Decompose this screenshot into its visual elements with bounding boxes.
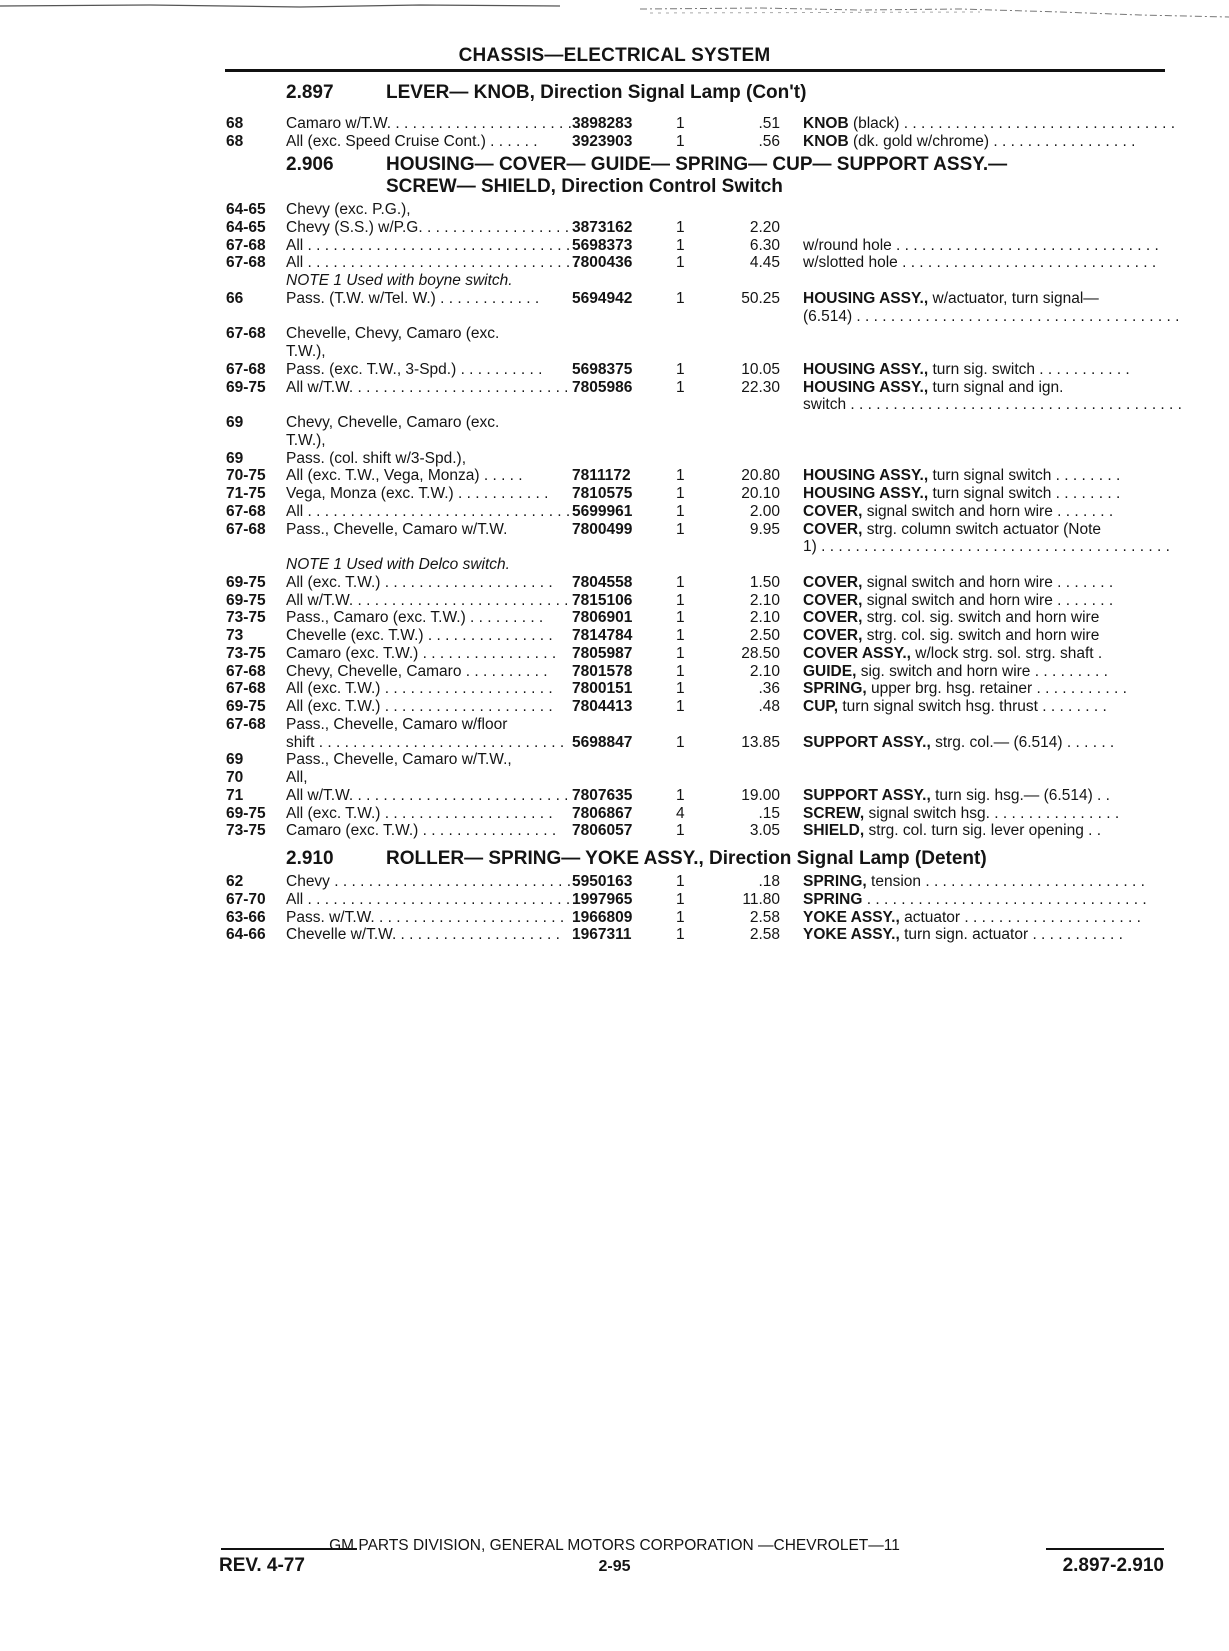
- row-part-name: HOUSING ASSY.,: [803, 467, 929, 485]
- row-application: All w/T.W. . . . . . . . . . . . . . . . . . . . . . . . . .: [286, 591, 569, 609]
- row-description-text: w/slotted hole . . . . . . . . . . . . . . . . . . . . . . . . . . . . . .: [803, 254, 1157, 272]
- row-price: 2.10: [749, 662, 780, 680]
- row-price: 2.10: [749, 609, 780, 627]
- row-year: 73-75: [226, 609, 266, 627]
- row-application: Chevy, Chevelle, Camaro . . . . . . . . . .: [286, 662, 548, 680]
- row-description-text: 1) . . . . . . . . . . . . . . . . . . . . . . . . . . . . . . . . . . . . . . . . .: [803, 538, 1170, 556]
- row-quantity: 1: [676, 502, 685, 520]
- row-description: [803, 307, 1180, 326]
- table-row: [0, 450, 1229, 468]
- row-quantity: 1: [676, 360, 685, 378]
- row-note: NOTE 1 Used with boyne switch.: [286, 272, 513, 289]
- row-application: Camaro w/T.W. . . . . . . . . . . . . . . . . . . . . . .: [286, 115, 581, 132]
- row-application: Pass., Chevelle, Camaro w/floor: [286, 715, 508, 733]
- row-part-number: 7804558: [572, 573, 633, 591]
- row-year: 69-75: [226, 804, 266, 822]
- table-row: [0, 485, 1229, 503]
- row-description: [803, 237, 1169, 255]
- row-price: 2.20: [749, 218, 780, 236]
- row-description-text: turn signal switch . . . . . . . .: [928, 485, 1121, 502]
- row-description: [803, 645, 1169, 663]
- table-row: [0, 325, 1229, 343]
- row-part-number: 7807635: [572, 786, 633, 804]
- row-year: 69: [226, 449, 244, 467]
- row-application: Pass. (col. shift w/3-Spd.),: [286, 449, 467, 467]
- table-row: [0, 503, 1229, 521]
- row-price: 20.80: [741, 467, 780, 485]
- row-part-name: GUIDE,: [803, 662, 857, 680]
- row-note: NOTE 1 Used with Delco switch.: [286, 556, 510, 573]
- row-year: 66: [226, 289, 244, 307]
- note-row: [0, 556, 1229, 574]
- row-application: T.W.),: [286, 431, 326, 449]
- row-description-text: upper brg. hsg. retainer . . . . . . . . . . .: [866, 680, 1127, 698]
- title-rule: [225, 69, 1165, 72]
- row-year: 63-66: [226, 908, 266, 926]
- row-part-name: HOUSING ASSY.,: [803, 360, 929, 378]
- table-row: [0, 805, 1229, 823]
- row-part-name: SPRING: [803, 890, 863, 908]
- row-quantity: 1: [676, 254, 685, 272]
- table-row: [0, 237, 1229, 255]
- row-year: 70: [226, 769, 244, 786]
- row-description-text: signal switch and horn wire . . . . . . .: [862, 502, 1114, 520]
- row-description: [803, 361, 1169, 379]
- row-year: 67-68: [226, 236, 266, 254]
- row-year: 69-75: [226, 591, 266, 609]
- row-description-text: (6.514) . . . . . . . . . . . . . . . . . . . . . . . . . . . . . . . . . . . . . .: [803, 307, 1180, 325]
- row-part-name: CUP,: [803, 698, 839, 715]
- row-price: 2.58: [749, 908, 780, 926]
- row-description-text: signal switch and horn wire . . . . . . .: [862, 591, 1114, 609]
- table-row: [0, 290, 1229, 308]
- row-quantity: 1: [676, 609, 685, 627]
- table-row: [0, 645, 1229, 663]
- row-year: 67-68: [226, 325, 266, 343]
- row-description-text: turn signal switch . . . . . . . .: [928, 467, 1121, 485]
- row-part-number: 5950163: [572, 873, 633, 890]
- row-part-name: KNOB: [803, 132, 849, 150]
- row-quantity: 1: [676, 236, 685, 254]
- table-row: [0, 432, 1229, 450]
- row-price: 2.50: [749, 627, 780, 644]
- row-year: 67-68: [226, 662, 266, 680]
- row-part-number: 5699961: [572, 502, 633, 520]
- row-description: [803, 627, 1169, 645]
- row-price: .56: [758, 132, 780, 150]
- row-part-number: 3898283: [572, 115, 633, 132]
- row-description-text: strg. col. sig. switch and horn wire: [862, 627, 1100, 644]
- row-description: [803, 609, 1169, 627]
- table-row: [0, 698, 1229, 716]
- row-year: 71-75: [226, 485, 266, 502]
- row-description-text: (dk. gold w/chrome) . . . . . . . . . . . . . . . . .: [848, 132, 1136, 150]
- row-quantity: 1: [676, 573, 685, 591]
- row-part-name: COVER ASSY.,: [803, 644, 911, 662]
- section-number: 2.910: [286, 848, 334, 869]
- row-description: [803, 592, 1169, 610]
- row-application: All . . . . . . . . . . . . . . . . . . . . . . . . . . . . . . . . .: [286, 502, 588, 520]
- row-part-name: COVER,: [803, 520, 863, 538]
- footer-page-number: 2-95: [598, 1558, 631, 1575]
- row-part-name: COVER,: [803, 609, 863, 627]
- section-title: LEVER— KNOB, Direction Signal Lamp (Con't): [386, 82, 807, 103]
- row-application: All (exc. T.W., Vega, Monza) . . . . .: [286, 467, 523, 485]
- row-year: 73-75: [226, 822, 266, 840]
- row-part-number: 7806057: [572, 822, 633, 840]
- table-row: [0, 787, 1229, 805]
- row-price: .36: [758, 680, 780, 698]
- table-row: [0, 751, 1229, 769]
- row-application: All (exc. T.W.) . . . . . . . . . . . . . . . . . . . .: [286, 680, 553, 698]
- row-year: 67-68: [226, 715, 266, 733]
- row-quantity: 1: [676, 520, 685, 538]
- row-part-number: 7804413: [572, 698, 633, 715]
- row-quantity: 1: [676, 591, 685, 609]
- row-price: 2.00: [749, 502, 780, 520]
- row-quantity: 1: [676, 926, 685, 944]
- row-part-number: 3873162: [572, 218, 633, 236]
- row-description-text: turn signal switch hsg. thrust . . . . . . . .: [838, 698, 1107, 715]
- row-description-text: signal switch and horn wire . . . . . . .: [862, 573, 1114, 591]
- table-row: [0, 891, 1229, 909]
- row-price: .15: [758, 804, 780, 822]
- row-price: 1.50: [749, 573, 780, 591]
- table-row: [0, 716, 1229, 734]
- row-description: [803, 926, 1169, 944]
- row-part-name: HOUSING ASSY.,: [803, 378, 929, 396]
- row-price: 2.58: [749, 926, 780, 944]
- row-application: Chevelle w/T.W. . . . . . . . . . . . . . . . . . . .: [286, 926, 560, 944]
- row-application: T.W.),: [286, 343, 326, 360]
- table-row: [0, 909, 1229, 927]
- row-quantity: 1: [676, 378, 685, 396]
- row-description-text: strg. col. sig. switch and horn wire: [862, 609, 1100, 627]
- row-part-name: YOKE ASSY.,: [803, 908, 900, 926]
- row-part-name: HOUSING ASSY.,: [803, 289, 929, 307]
- row-quantity: 1: [676, 698, 685, 715]
- row-quantity: 1: [676, 662, 685, 680]
- row-price: 3.05: [749, 822, 780, 840]
- row-description-text: (black) . . . . . . . . . . . . . . . . . . . . . . . . . . . . . . . .: [848, 115, 1176, 132]
- row-quantity: 1: [676, 115, 685, 132]
- row-price: 20.10: [741, 485, 780, 502]
- row-year: 69: [226, 414, 244, 431]
- row-part-name: SUPPORT ASSY.,: [803, 786, 931, 804]
- row-part-name: KNOB: [803, 115, 849, 132]
- row-year: 64-65: [226, 201, 266, 218]
- row-price: 6.30: [749, 236, 780, 254]
- section-title: ROLLER— SPRING— YOKE ASSY., Direction Signal Lamp (Detent): [386, 848, 987, 869]
- row-year: 67-68: [226, 520, 266, 538]
- row-application: All w/T.W. . . . . . . . . . . . . . . . . . . . . . . . . .: [286, 378, 569, 396]
- row-application: All (exc. Speed Cruise Cont.) . . . . . .: [286, 132, 538, 150]
- row-part-number: 7811172: [572, 467, 631, 485]
- table-row: [0, 873, 1229, 891]
- table-row: [0, 609, 1229, 627]
- row-year: 73-75: [226, 644, 266, 662]
- row-description: [803, 805, 1169, 823]
- row-price: 4.45: [749, 254, 780, 272]
- row-description: [803, 909, 1169, 927]
- row-description-text: w/actuator, turn signal—: [928, 289, 1099, 307]
- row-application: Camaro (exc. T.W.) . . . . . . . . . . . . . . . .: [286, 822, 557, 840]
- row-description: [803, 873, 1169, 891]
- row-quantity: 1: [676, 627, 685, 644]
- footer-group-range: 2.897-2.910: [1062, 1555, 1164, 1576]
- row-description-text: actuator . . . . . . . . . . . . . . . . . . . . .: [899, 908, 1141, 926]
- row-part-name: COVER,: [803, 627, 863, 644]
- row-description-text: turn signal and ign.: [928, 378, 1064, 396]
- row-year: 69: [226, 751, 244, 769]
- table-row: [0, 663, 1229, 681]
- table-row: [0, 521, 1229, 539]
- row-application: Pass. (T.W. w/Tel. W.) . . . . . . . . . . . .: [286, 289, 540, 307]
- row-part-number: 7800436: [572, 254, 633, 272]
- row-quantity: 1: [676, 680, 685, 698]
- section-number: 2.906: [286, 154, 334, 175]
- row-year: 67-68: [226, 360, 266, 378]
- row-price: 50.25: [741, 289, 780, 307]
- row-part-name: HOUSING ASSY.,: [803, 485, 929, 502]
- row-description-text: . . . . . . . . . . . . . . . . . . . . . . . . . . . . . . . . .: [862, 890, 1147, 908]
- row-application: Pass., Chevelle, Camaro w/T.W.: [286, 520, 508, 538]
- row-quantity: 1: [676, 644, 685, 662]
- row-part-name: SCREW,: [803, 804, 865, 822]
- table-row: [0, 361, 1229, 379]
- row-description: [803, 396, 1182, 414]
- row-application: Chevy, Chevelle, Camaro (exc.: [286, 414, 500, 431]
- table-row: [0, 680, 1229, 698]
- row-price: 11.80: [742, 890, 780, 908]
- row-description-text: strg. col. turn sig. lever opening . .: [864, 822, 1102, 840]
- row-description: [803, 734, 1169, 752]
- table-row: [0, 396, 1229, 414]
- note-row: [0, 272, 1229, 290]
- row-description-text: signal switch hsg. . . . . . . . . . . . . . . .: [864, 804, 1120, 822]
- row-application: All (exc. T.W.) . . . . . . . . . . . . . . . . . . . .: [286, 698, 553, 715]
- row-description-text: turn sign. actuator . . . . . . . . . . .: [899, 926, 1123, 944]
- row-year: 67-70: [226, 890, 266, 908]
- table-row: [0, 115, 1229, 133]
- table-row: [0, 538, 1229, 556]
- row-description: [803, 467, 1169, 485]
- row-description-text: w/lock strg. sol. strg. shaft .: [910, 644, 1103, 662]
- table-row: [0, 414, 1229, 432]
- row-part-name: SPRING,: [803, 680, 867, 698]
- row-part-number: 7805986: [572, 378, 633, 396]
- table-row: [0, 627, 1229, 645]
- row-year: 70-75: [226, 467, 266, 485]
- row-application: All . . . . . . . . . . . . . . . . . . . . . . . . . . . . . . . . .: [286, 236, 588, 254]
- row-part-number: 3923903: [572, 132, 633, 150]
- row-part-name: COVER,: [803, 573, 863, 591]
- row-year: 64-66: [226, 926, 266, 944]
- row-description: [803, 133, 1169, 151]
- row-description: [803, 680, 1169, 698]
- row-part-number: 1997965: [572, 890, 633, 908]
- row-part-number: 5698375: [572, 360, 633, 378]
- row-price: 10.05: [741, 360, 780, 378]
- row-quantity: 1: [676, 733, 685, 751]
- row-application: Pass. (exc. T.W., 3-Spd.) . . . . . . . . . .: [286, 360, 543, 378]
- row-part-number: 5698373: [572, 236, 633, 254]
- page-title: CHASSIS—ELECTRICAL SYSTEM: [458, 45, 771, 66]
- row-description: [803, 822, 1169, 840]
- scan-edge-artifact: [0, 0, 1229, 22]
- row-description-text: strg. column switch actuator (Note: [862, 520, 1102, 538]
- row-part-number: 5698847: [572, 733, 633, 751]
- row-price: .51: [758, 115, 780, 132]
- row-part-name: SPRING,: [803, 873, 867, 890]
- row-part-name: COVER,: [803, 502, 863, 520]
- row-year: 62: [226, 873, 244, 890]
- row-part-number: 1967311: [572, 926, 632, 944]
- row-year: 64-65: [226, 218, 266, 236]
- row-description: [803, 891, 1169, 909]
- row-quantity: 1: [676, 890, 685, 908]
- row-description: [803, 538, 1169, 556]
- row-price: 28.50: [741, 644, 780, 662]
- row-description: [803, 115, 1176, 133]
- row-price: 2.10: [749, 591, 780, 609]
- row-year: 67-68: [226, 502, 266, 520]
- row-quantity: 1: [676, 873, 685, 890]
- row-description: [803, 254, 1169, 272]
- row-price: 13.85: [741, 733, 780, 751]
- row-application: All . . . . . . . . . . . . . . . . . . . . . . . . . . . . . . . . .: [286, 890, 588, 908]
- table-row: [0, 308, 1229, 326]
- table-row: [0, 201, 1229, 219]
- row-application: Pass., Camaro (exc. T.W.) . . . . . . . . .: [286, 609, 544, 627]
- table-row: [0, 467, 1229, 485]
- row-application: Pass. w/T.W. . . . . . . . . . . . . . . . . . . . . . .: [286, 908, 565, 926]
- row-description: [803, 663, 1169, 681]
- row-part-number: 7806901: [572, 609, 633, 627]
- row-description-text: switch . . . . . . . . . . . . . . . . . . . . . . . . . . . . . . . . . . . . . . .: [803, 396, 1182, 414]
- row-price: 19.00: [741, 786, 780, 804]
- row-application: Chevelle (exc. T.W.) . . . . . . . . . . . . . . .: [286, 627, 553, 644]
- row-price: 22.30: [741, 378, 780, 396]
- row-application: All w/T.W. . . . . . . . . . . . . . . . . . . . . . . . . .: [286, 786, 569, 804]
- row-application: Chevy (S.S.) w/P.G. . . . . . . . . . . . . . . . . .: [286, 218, 570, 236]
- row-description-text: turn sig. hsg.— (6.514) . .: [930, 786, 1110, 804]
- row-part-name: COVER,: [803, 591, 863, 609]
- row-part-name: SHIELD,: [803, 822, 865, 840]
- row-description: [803, 485, 1169, 503]
- row-description: [803, 521, 1169, 539]
- table-row: [0, 734, 1229, 752]
- row-application: Camaro (exc. T.W.) . . . . . . . . . . . . . . . .: [286, 644, 557, 662]
- row-year: 69-75: [226, 573, 266, 591]
- section-title: HOUSING— COVER— GUIDE— SPRING— CUP— SUPPORT ASSY.—: [386, 154, 1008, 175]
- row-quantity: 1: [676, 908, 685, 926]
- row-application: Chevy (exc. P.G.),: [286, 201, 411, 218]
- row-application: All (exc. T.W.) . . . . . . . . . . . . . . . . . . . .: [286, 804, 553, 822]
- row-quantity: 1: [676, 485, 685, 502]
- row-year: 68: [226, 132, 244, 150]
- row-price: .18: [758, 873, 780, 890]
- row-price: .48: [758, 698, 780, 715]
- table-row: [0, 822, 1229, 840]
- table-row: [0, 379, 1229, 397]
- footer-publisher: GM PARTS DIVISION, GENERAL MOTORS CORPORATION —CHEVROLET—11: [329, 1537, 900, 1554]
- row-description: [803, 574, 1169, 592]
- row-description-text: turn sig. switch . . . . . . . . . . .: [928, 360, 1130, 378]
- row-part-number: 7815106: [572, 591, 633, 609]
- row-application: Chevy . . . . . . . . . . . . . . . . . . . . . . . . . . . . .: [286, 873, 580, 890]
- row-quantity: 1: [676, 289, 685, 307]
- row-year: 71: [226, 786, 244, 804]
- row-application: All . . . . . . . . . . . . . . . . . . . . . . . . . . . . . . . . .: [286, 254, 588, 272]
- row-year: 69-75: [226, 378, 266, 396]
- row-description-text: w/round hole . . . . . . . . . . . . . . . . . . . . . . . . . . . . . . .: [803, 236, 1159, 254]
- row-part-number: 1966809: [572, 908, 633, 926]
- row-part-number: 5694942: [572, 289, 633, 307]
- row-part-number: 7800151: [572, 680, 633, 698]
- row-year: 69-75: [226, 698, 266, 715]
- footer-revision: REV. 4-77: [219, 1555, 305, 1576]
- row-application: All (exc. T.W.) . . . . . . . . . . . . . . . . . . . .: [286, 573, 553, 591]
- row-part-number: 7810575: [572, 485, 633, 502]
- row-part-number: 7800499: [572, 520, 633, 538]
- row-description-text: sig. switch and horn wire . . . . . . . . .: [856, 662, 1108, 680]
- row-part-number: 7806867: [572, 804, 633, 822]
- row-quantity: 1: [676, 132, 685, 150]
- row-application: Chevelle, Chevy, Camaro (exc.: [286, 325, 500, 343]
- row-part-number: 7805987: [572, 644, 633, 662]
- table-row: [0, 133, 1229, 151]
- row-part-number: 7814784: [572, 627, 633, 644]
- row-price: 9.95: [749, 520, 780, 538]
- row-description: [803, 503, 1169, 521]
- row-year: 67-68: [226, 680, 266, 698]
- row-part-number: 7801578: [572, 662, 633, 680]
- row-year: 67-68: [226, 254, 266, 272]
- table-row: [0, 574, 1229, 592]
- row-application: Pass., Chevelle, Camaro w/T.W.,: [286, 751, 512, 769]
- table-row: [0, 926, 1229, 944]
- table-row: [0, 343, 1229, 361]
- row-description-text: tension . . . . . . . . . . . . . . . . . . . . . . . . . .: [866, 873, 1145, 890]
- row-quantity: 1: [676, 822, 685, 840]
- table-row: [0, 219, 1229, 237]
- row-quantity: 1: [676, 786, 685, 804]
- row-description-text: strg. col.— (6.514) . . . . . .: [930, 733, 1115, 751]
- row-application: All,: [286, 769, 308, 786]
- row-description: [803, 698, 1169, 716]
- row-application: shift . . . . . . . . . . . . . . . . . . . . . . . . . . . . .: [286, 733, 565, 751]
- row-quantity: 1: [676, 218, 685, 236]
- row-year: 73: [226, 627, 244, 644]
- row-description: [803, 290, 1169, 308]
- row-part-name: SUPPORT ASSY.,: [803, 733, 931, 751]
- row-year: 68: [226, 115, 244, 132]
- row-quantity: 4: [676, 804, 685, 822]
- table-row: [0, 592, 1229, 610]
- row-description: [803, 787, 1169, 805]
- row-quantity: 1: [676, 467, 685, 485]
- table-row: [0, 769, 1229, 787]
- table-row: [0, 254, 1229, 272]
- section-number: 2.897: [286, 82, 334, 103]
- row-application: Vega, Monza (exc. T.W.) . . . . . . . . . . .: [286, 485, 549, 502]
- section-title-cont: SCREW— SHIELD, Direction Control Switch: [386, 176, 783, 197]
- row-part-name: YOKE ASSY.,: [803, 926, 900, 944]
- row-description: [803, 379, 1169, 397]
